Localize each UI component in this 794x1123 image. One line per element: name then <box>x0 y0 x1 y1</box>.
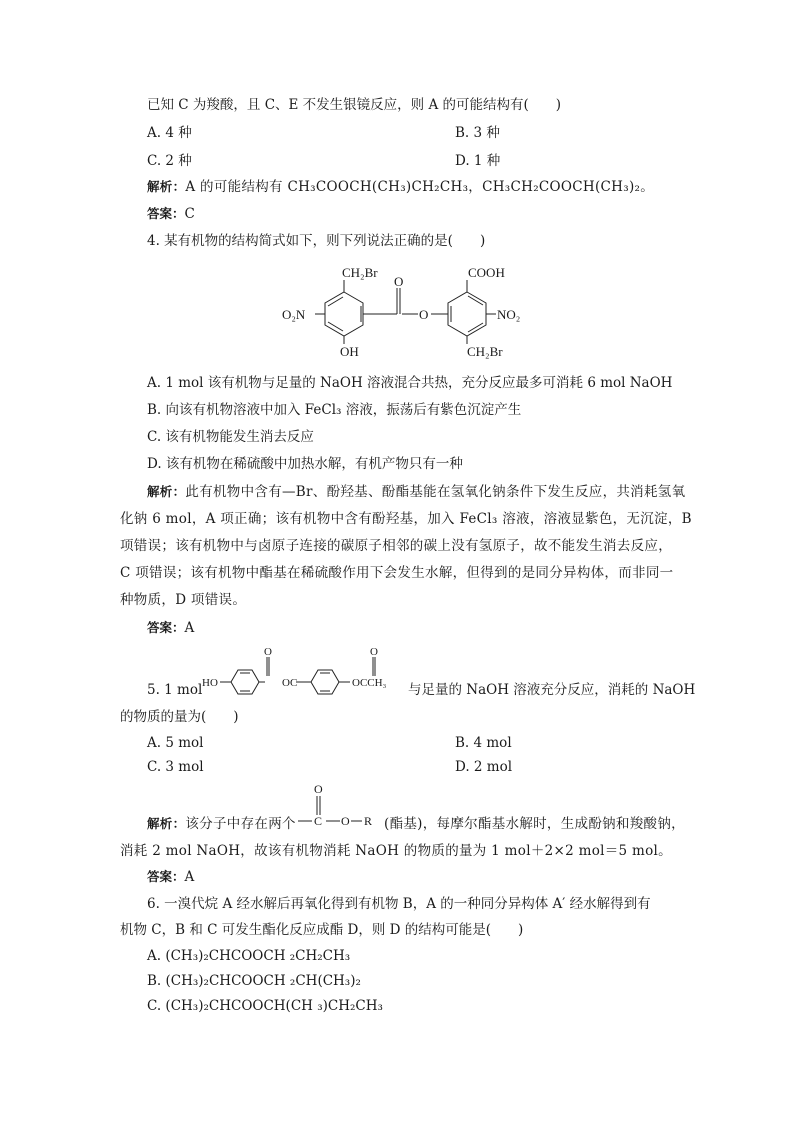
ester-group-o: O <box>341 814 350 828</box>
q5-oc: OC <box>282 677 298 689</box>
q4-right-ch2br: CH₂Br <box>467 344 503 359</box>
q3-option-a: A. 4 种 <box>147 125 192 141</box>
q5-o-top-1: O <box>264 646 272 658</box>
q4-stem: 4. 某有机物的结构简式如下，则下列说法正确的是( ) <box>147 233 486 249</box>
q5-answer-value: A <box>184 869 195 885</box>
q4-left-oh: OH <box>340 344 359 359</box>
q5-option-d: D. 2 mol <box>455 759 513 775</box>
q5-occh3: OCCH₃ <box>352 677 387 689</box>
q4-explanation-line-2: 化钠 6 mol，A 项正确；该有机物中含有酚羟基，加入 FeCl₃ 溶液，溶液显紫色，无沉淀，B <box>120 511 692 527</box>
q5-stem-prefix: 5. 1 mol <box>147 682 203 698</box>
q3-explanation-text: A 的可能结构有 CH₃COOCH(CH₃)CH₂CH₃，CH₃CH₂COOCH(CH₃)₂。 <box>185 179 655 195</box>
q5-option-c: C. 3 mol <box>147 759 204 775</box>
q3-option-d: D. 1 种 <box>455 153 501 169</box>
q4-option-b: B. 向该有机物溶液中加入 FeCl₃ 溶液，振荡后有紫色沉淀产生 <box>147 402 522 418</box>
explanation-label: 解析： <box>147 179 186 194</box>
q4-structure-diagram <box>270 258 560 362</box>
q4-left-ch2br: CH₂Br <box>342 265 378 280</box>
q5-structure-diagram <box>200 645 406 701</box>
q5-option-b: B. 4 mol <box>455 735 512 751</box>
q6-option-a: A. (CH₃)₂CHCOOCH ₂CH₂CH₃ <box>147 948 351 964</box>
answer-label: 答案： <box>147 869 185 884</box>
answer-label: 答案： <box>147 206 185 221</box>
ester-group-diagram <box>296 782 378 834</box>
ester-group-o-top: O <box>314 782 323 796</box>
q4-explanation-line-3: 项错误；该有机物中与卤原子连接的碳原子相邻的碳上没有氢原子，故不能发生消去反应， <box>120 538 672 554</box>
q3-option-b: B. 3 种 <box>455 125 500 141</box>
q4-left-no2: O₂N <box>282 307 306 322</box>
q4-option-d: D. 该有机物在稀硫酸中加热水解，有机产物只有一种 <box>147 456 463 472</box>
q4-explanation-line-4: C 项错误；该有机物中酯基在稀硫酸作用下会发生水解，但得到的是同分异构体，而非同一 <box>120 565 674 581</box>
q3-option-c: C. 2 种 <box>147 153 192 169</box>
q4-explanation-line-1: 解析：此有机物中含有—Br、酚羟基、酚酯基能在氢氧化钠条件下发生反应，共消耗氢氧 <box>147 484 686 500</box>
explanation-label: 解析： <box>147 484 186 499</box>
q6-stem-line-1: 6. 一溴代烷 A 经水解后再氧化得到有机物 B，A 的一种同分异构体 A′ 经水解得到有 <box>147 896 651 912</box>
q3-stem: 已知 C 为羧酸，且 C、E 不发生银镜反应，则 A 的可能结构有( ) <box>147 97 562 113</box>
answer-label: 答案： <box>147 620 185 635</box>
q4-ester-o: O <box>419 307 429 322</box>
q5-option-a: A. 5 mol <box>147 735 204 751</box>
q3-answer <box>147 204 195 224</box>
q5-ho: HO <box>202 677 218 689</box>
q4-answer <box>147 618 194 638</box>
q3-explanation <box>147 177 654 197</box>
q3-answer-value: C <box>184 206 195 222</box>
q4-option-c: C. 该有机物能发生消去反应 <box>147 429 314 445</box>
ester-group-r: R <box>364 814 373 828</box>
ester-group-c: C <box>314 814 323 828</box>
q6-stem-line-2: 机物 C，B 和 C 可发生酯化反应成酯 D，则 D 的结构可能是( ) <box>120 922 524 938</box>
q5-explanation-line-2: 消耗 2 mol NaOH，故该有机物消耗 NaOH 的物质的量为 1 mol＋2×2 mol＝5 mol。 <box>120 843 672 859</box>
explanation-label: 解析： <box>147 816 186 831</box>
q4-explanation-line-5: 种物质，D 项错误。 <box>120 592 247 608</box>
q5-explanation-line-1: 解析：该分子中存在两个 <box>147 816 296 832</box>
q5-stem-suffix: 与足量的 NaOH 溶液充分反应，消耗的 NaOH <box>408 682 696 698</box>
q5-answer <box>147 867 194 887</box>
q4-right-no2: NO₂ <box>497 307 521 322</box>
q5-explanation-post: (酯基)，每摩尔酯基水解时，生成酚钠和羧酸钠， <box>384 816 685 832</box>
q6-option-b: B. (CH₃)₂CHCOOCH ₂CH(CH₃)₂ <box>147 973 361 989</box>
q4-option-a: A. 1 mol 该有机物与足量的 NaOH 溶液混合共热，充分反应最多可消耗 6 mol NaOH <box>147 375 673 391</box>
q5-stem-line-2: 的物质的量为( ) <box>120 709 239 725</box>
q5-o-top-2: O <box>370 646 378 658</box>
q4-answer-value: A <box>184 620 195 636</box>
q4-right-cooh: COOH <box>468 265 505 280</box>
q4-carbonyl-o: O <box>394 274 404 289</box>
q6-option-c: C. (CH₃)₂CHCOOCH(CH ₃)CH₂CH₃ <box>147 998 383 1014</box>
